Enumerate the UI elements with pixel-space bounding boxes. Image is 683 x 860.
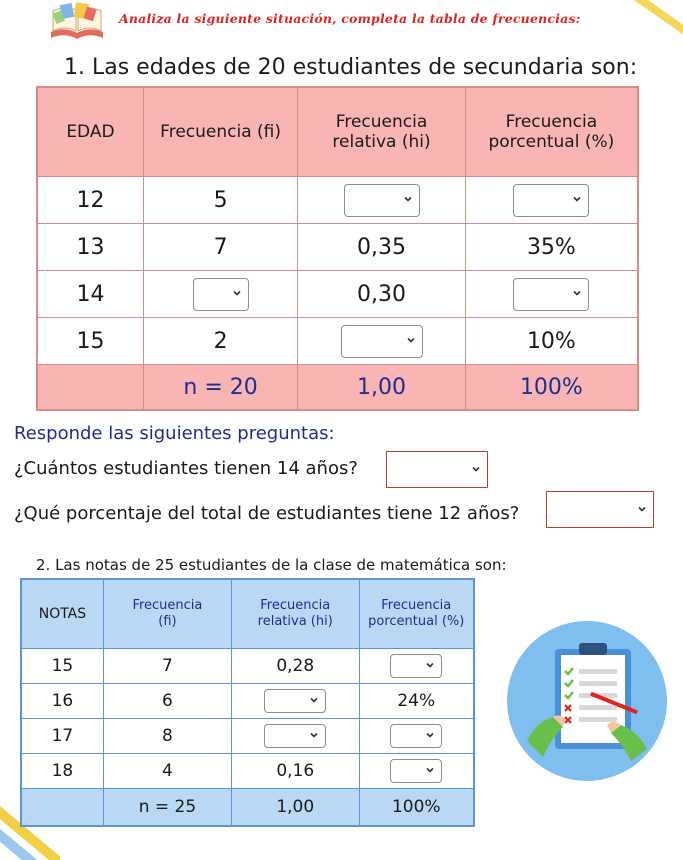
- cell-nota: 16: [21, 684, 103, 719]
- header-edad: EDAD: [37, 87, 143, 177]
- table-row: [21, 649, 474, 684]
- chevron-down-icon: [232, 288, 242, 298]
- cell-pct: [465, 177, 638, 224]
- footer-hi: 1,00: [231, 789, 359, 827]
- header-fi: Frecuencia (fi): [143, 87, 297, 177]
- footer-label: [21, 789, 103, 827]
- chevron-down-icon: [637, 504, 647, 514]
- table-row: [37, 318, 638, 365]
- cell-hi: 0,28: [231, 649, 359, 684]
- chevron-down-icon: [572, 194, 582, 204]
- table-row: [21, 684, 474, 719]
- header-fi: Frecuencia (fi): [103, 579, 231, 649]
- cell-pct: [359, 719, 474, 754]
- cell-fi: 5: [143, 177, 297, 224]
- header: [45, 2, 665, 42]
- table-row: [37, 271, 638, 318]
- cell-fi: 6: [103, 684, 231, 719]
- cell-pct: [359, 649, 474, 684]
- cell-hi: [298, 177, 466, 224]
- cell-fi: 4: [103, 754, 231, 789]
- cell-hi: 0,30: [298, 271, 466, 318]
- cell-edad: 12: [37, 177, 143, 224]
- chevron-down-icon: [309, 695, 319, 705]
- cell-pct: [465, 271, 638, 318]
- questions-heading: Responde las siguientes preguntas:: [14, 423, 335, 444]
- answer-dropdown-hi-15[interactable]: [341, 325, 423, 358]
- answer-dropdown-question-b[interactable]: [546, 491, 654, 528]
- chevron-down-icon: [425, 660, 435, 670]
- answer-dropdown-hi-17[interactable]: [264, 724, 326, 748]
- cell-hi: 0,35: [298, 224, 466, 271]
- instruction-text: Analiza la siguiente situación, completa la tabla de frecuencias:: [119, 11, 581, 26]
- header-pct: Frecuencia porcentual (%): [465, 87, 638, 177]
- answer-dropdown-fi-14[interactable]: [193, 278, 249, 311]
- chevron-down-icon: [403, 194, 413, 204]
- cell-nota: 17: [21, 719, 103, 754]
- question-a-text: ¿Cuántos estudiantes tienen 14 años?: [14, 458, 358, 479]
- table-footer-row: [21, 789, 474, 827]
- question-b-text: ¿Qué porcentaje del total de estudiantes tiene 12 años?: [14, 503, 520, 524]
- answer-dropdown-hi-12[interactable]: [344, 184, 420, 217]
- answer-dropdown-pct-17[interactable]: [390, 724, 442, 748]
- table-row: [37, 177, 638, 224]
- frequency-table-grades: [20, 578, 475, 827]
- cell-fi: 2: [143, 318, 297, 365]
- header-hi: Frecuencia relativa (hi): [231, 579, 359, 649]
- cell-edad: 15: [37, 318, 143, 365]
- cell-hi: [231, 719, 359, 754]
- cell-fi: 7: [143, 224, 297, 271]
- book-with-papers-icon: [45, 2, 109, 40]
- header-pct: Frecuencia porcentual (%): [359, 579, 474, 649]
- table-row: [21, 754, 474, 789]
- cell-nota: 18: [21, 754, 103, 789]
- cell-pct: [359, 754, 474, 789]
- cell-fi: 8: [103, 719, 231, 754]
- footer-hi: 1,00: [298, 365, 466, 411]
- chevron-down-icon: [572, 288, 582, 298]
- answer-dropdown-pct-14[interactable]: [513, 278, 589, 311]
- table-row: [21, 719, 474, 754]
- cell-hi: [231, 684, 359, 719]
- question-1-title: 1. Las edades de 20 estudiantes de secundaria son:: [64, 55, 638, 80]
- cell-fi: [143, 271, 297, 318]
- cell-edad: 13: [37, 224, 143, 271]
- footer-pct: 100%: [359, 789, 474, 827]
- footer-pct: 100%: [465, 365, 638, 411]
- chevron-down-icon: [471, 464, 481, 474]
- question-2-title: 2. Las notas de 25 estudiantes de la clase de matemática son:: [36, 556, 507, 574]
- cell-fi: 7: [103, 649, 231, 684]
- cell-nota: 15: [21, 649, 103, 684]
- table-footer-row: [37, 365, 638, 411]
- answer-dropdown-hi-16[interactable]: [264, 689, 326, 713]
- cell-pct: 24%: [359, 684, 474, 719]
- chevron-down-icon: [425, 765, 435, 775]
- table-header-row: [37, 87, 638, 177]
- chevron-down-icon: [406, 335, 416, 345]
- answer-dropdown-pct-12[interactable]: [513, 184, 589, 217]
- header-hi: Frecuencia relativa (hi): [298, 87, 466, 177]
- header-notas: NOTAS: [21, 579, 103, 649]
- table-row: [37, 224, 638, 271]
- clipboard-checklist-icon: [507, 621, 667, 781]
- footer-label: [37, 365, 143, 411]
- cell-hi: [298, 318, 466, 365]
- cell-pct: 35%: [465, 224, 638, 271]
- answer-dropdown-pct-15[interactable]: [390, 654, 442, 678]
- cell-edad: 14: [37, 271, 143, 318]
- frequency-table-ages: [36, 86, 639, 411]
- footer-fi: n = 25: [103, 789, 231, 827]
- answer-dropdown-question-a[interactable]: [386, 451, 488, 488]
- cell-pct: 10%: [465, 318, 638, 365]
- chevron-down-icon: [309, 730, 319, 740]
- table-header-row: [21, 579, 474, 649]
- cell-hi: 0,16: [231, 754, 359, 789]
- chevron-down-icon: [425, 730, 435, 740]
- footer-fi: n = 20: [143, 365, 297, 411]
- answer-dropdown-pct-18[interactable]: [390, 759, 442, 783]
